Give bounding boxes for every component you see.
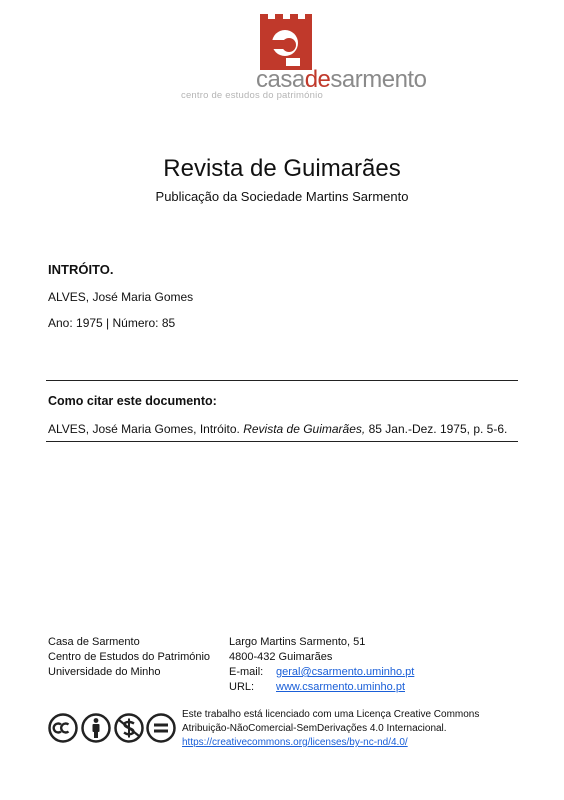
article-title: INTRÓITO. (48, 262, 114, 277)
citation-text: ALVES, José Maria Gomes, Intróito. Revista de Guimarães, 85 Jan.-Dez. 1975, p. 5-6. (48, 422, 508, 436)
email-link[interactable]: geral@csarmento.uminho.pt (276, 666, 415, 678)
journal-title: Revista de Guimarães (163, 155, 401, 182)
article-author: ALVES, José Maria Gomes (48, 290, 194, 304)
footer-line: Casa de Sarmento (48, 636, 140, 648)
creative-commons-badges (48, 712, 176, 744)
url-label: URL: (229, 681, 255, 693)
website-link[interactable]: www.csarmento.uminho.pt (276, 681, 405, 693)
footer-line: Universidade do Minho (48, 666, 161, 678)
logo-tagline: centro de estudos do património (181, 90, 323, 101)
footer-contact (229, 635, 414, 695)
logo-wordmark: casadesarmento (256, 66, 427, 93)
license-line1: Este trabalho está licenciado com uma Licença Creative Commons (182, 709, 480, 720)
footer-address-line2: 4800-432 Guimarães (229, 651, 333, 663)
license-notice (182, 708, 479, 750)
cc-icon (50, 715, 77, 742)
footer-line: Centro de Estudos do Património (48, 651, 211, 663)
citation-heading: Como citar este documento: (48, 394, 217, 408)
license-line2: Atribuição-NãoComercial-SemDerivações 4.0 Internacional. (182, 723, 447, 734)
by-icon (83, 715, 110, 742)
nc-icon (116, 715, 143, 742)
divider-top (46, 380, 518, 381)
email-label: E-mail: (229, 666, 264, 678)
journal-subtitle: Publicação da Sociedade Martins Sarmento (155, 189, 409, 204)
nd-icon (148, 715, 175, 742)
license-link[interactable]: https://creativecommons.org/licenses/by-nc-nd/4.0/ (182, 737, 408, 748)
casa-sarmento-logo-icon (256, 12, 312, 70)
divider-bottom (46, 441, 518, 442)
footer-address-line1: Largo Martins Sarmento, 51 (229, 636, 366, 648)
article-meta: Ano: 1975 | Número: 85 (48, 316, 176, 330)
footer-institution (48, 635, 210, 680)
